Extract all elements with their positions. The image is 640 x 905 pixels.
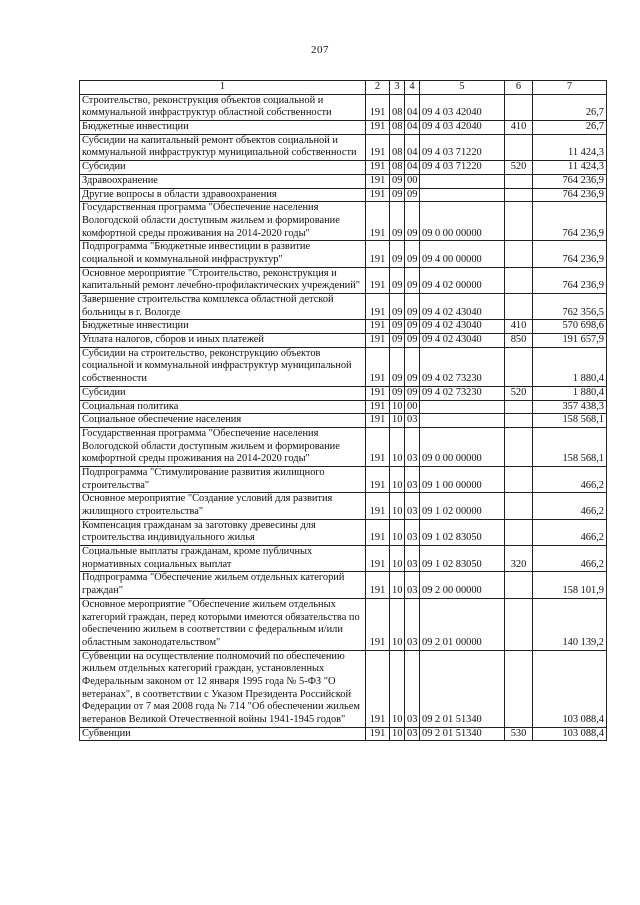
table-row — [80, 727, 607, 741]
admin-code: 191 — [366, 598, 390, 650]
admin-code: 191 — [366, 134, 390, 160]
table-row — [80, 546, 607, 572]
amount: 26,7 — [533, 94, 607, 120]
subsection-code: 09 — [405, 334, 420, 348]
amount: 466,2 — [533, 466, 607, 492]
row-name: Субсидии — [80, 386, 366, 400]
table-row — [80, 400, 607, 414]
target-article: 09 2 01 51340 — [420, 650, 505, 727]
subsection-code: 09 — [405, 386, 420, 400]
table-row — [80, 121, 607, 135]
table-row — [80, 519, 607, 545]
expense-type — [505, 347, 533, 386]
amount: 11 424,3 — [533, 161, 607, 175]
section-code: 10 — [390, 598, 405, 650]
subsection-code: 09 — [405, 241, 420, 267]
table-row — [80, 598, 607, 650]
subsection-code: 03 — [405, 727, 420, 741]
amount: 466,2 — [533, 519, 607, 545]
table-row — [80, 94, 607, 120]
target-article: 09 1 00 00000 — [420, 466, 505, 492]
admin-code: 191 — [366, 572, 390, 598]
target-article: 09 2 00 00000 — [420, 572, 505, 598]
column-header: 3 — [390, 81, 405, 95]
section-code: 10 — [390, 414, 405, 428]
row-name: Подпрограмма "Бюджетные инвестиции в развитие социальной и коммунальной инфраструктур" — [80, 241, 366, 267]
row-name: Уплата налогов, сборов и иных платежей — [80, 334, 366, 348]
amount: 1 880,4 — [533, 347, 607, 386]
target-article: 09 4 03 71220 — [420, 161, 505, 175]
expense-type — [505, 414, 533, 428]
page-number: 207 — [311, 44, 329, 56]
target-article: 09 4 03 42040 — [420, 121, 505, 135]
expense-type — [505, 519, 533, 545]
amount: 140 139,2 — [533, 598, 607, 650]
subsection-code: 04 — [405, 94, 420, 120]
target-article: 09 1 02 00000 — [420, 493, 505, 519]
section-code: 09 — [390, 202, 405, 241]
subsection-code: 04 — [405, 161, 420, 175]
section-code: 09 — [390, 347, 405, 386]
expense-type — [505, 598, 533, 650]
amount: 103 088,4 — [533, 650, 607, 727]
section-code: 08 — [390, 94, 405, 120]
section-code: 10 — [390, 572, 405, 598]
amount: 466,2 — [533, 546, 607, 572]
column-header: 2 — [366, 81, 390, 95]
table-row — [80, 241, 607, 267]
section-code: 10 — [390, 546, 405, 572]
expense-type — [505, 188, 533, 202]
expense-type: 410 — [505, 121, 533, 135]
admin-code: 191 — [366, 414, 390, 428]
section-code: 10 — [390, 493, 405, 519]
target-article: 09 4 02 00000 — [420, 267, 505, 293]
column-header: 7 — [533, 81, 607, 95]
table-row — [80, 466, 607, 492]
amount: 764 236,9 — [533, 188, 607, 202]
table-row — [80, 347, 607, 386]
subsection-code: 03 — [405, 650, 420, 727]
expense-type: 850 — [505, 334, 533, 348]
row-name: Субсидии на капитальный ремонт объектов социальной и коммунальной инфраструктур муниципальной собственности — [80, 134, 366, 160]
section-code: 08 — [390, 134, 405, 160]
subsection-code: 03 — [405, 572, 420, 598]
admin-code: 191 — [366, 121, 390, 135]
admin-code: 191 — [366, 650, 390, 727]
admin-code: 191 — [366, 519, 390, 545]
amount: 466,2 — [533, 493, 607, 519]
subsection-code: 09 — [405, 320, 420, 334]
subsection-code: 03 — [405, 546, 420, 572]
row-name: Завершение строительства комплекса областной детской больницы в г. Вологде — [80, 294, 366, 320]
table-row — [80, 650, 607, 727]
target-article: 09 4 02 73230 — [420, 347, 505, 386]
table-row — [80, 386, 607, 400]
subsection-code: 03 — [405, 493, 420, 519]
target-article: 09 4 03 42040 — [420, 94, 505, 120]
section-code: 10 — [390, 727, 405, 741]
expense-type — [505, 466, 533, 492]
section-code: 10 — [390, 400, 405, 414]
subsection-code: 09 — [405, 202, 420, 241]
budget-table — [79, 80, 607, 741]
expense-type: 320 — [505, 546, 533, 572]
admin-code: 191 — [366, 174, 390, 188]
section-code: 09 — [390, 334, 405, 348]
expense-type — [505, 134, 533, 160]
admin-code: 191 — [366, 267, 390, 293]
table-row — [80, 414, 607, 428]
table-row — [80, 134, 607, 160]
admin-code: 191 — [366, 94, 390, 120]
admin-code: 191 — [366, 427, 390, 466]
section-code: 10 — [390, 519, 405, 545]
table-row — [80, 188, 607, 202]
section-code: 09 — [390, 294, 405, 320]
column-header: 1 — [80, 81, 366, 95]
row-name: Государственная программа "Обеспечение населения Вологодской области доступным жильем и формирование комфортной среды проживания на 2014-2020 годы" — [80, 427, 366, 466]
subsection-code: 03 — [405, 598, 420, 650]
expense-type — [505, 174, 533, 188]
expense-type — [505, 572, 533, 598]
table-row — [80, 161, 607, 175]
amount: 103 088,4 — [533, 727, 607, 741]
admin-code: 191 — [366, 334, 390, 348]
target-article — [420, 188, 505, 202]
section-code: 10 — [390, 466, 405, 492]
target-article — [420, 414, 505, 428]
admin-code: 191 — [366, 161, 390, 175]
amount: 158 101,9 — [533, 572, 607, 598]
amount: 570 698,6 — [533, 320, 607, 334]
expense-type — [505, 294, 533, 320]
subsection-code: 04 — [405, 134, 420, 160]
row-name: Субвенции на осуществление полномочий по обеспечению жильем отдельных категорий граждан, установленных Федеральным законом от 12 января 1995 года № 5-ФЗ "О ветеранах", в соответствии с Указом Президента Российской Федерации от 7 мая 2008 года № 714 "Об обеспечении жильем ветеранов Великой Отечественной войны 1941-1945 годов" — [80, 650, 366, 727]
admin-code: 191 — [366, 386, 390, 400]
target-article — [420, 400, 505, 414]
subsection-code: 00 — [405, 174, 420, 188]
expense-type — [505, 427, 533, 466]
target-article: 09 2 01 00000 — [420, 598, 505, 650]
amount: 764 236,9 — [533, 202, 607, 241]
admin-code: 191 — [366, 241, 390, 267]
table-row — [80, 427, 607, 466]
admin-code: 191 — [366, 294, 390, 320]
expense-type — [505, 241, 533, 267]
amount: 191 657,9 — [533, 334, 607, 348]
subsection-code: 09 — [405, 267, 420, 293]
amount: 764 236,9 — [533, 174, 607, 188]
row-name: Основное мероприятие "Создание условий для развития жилищного строительства" — [80, 493, 366, 519]
admin-code: 191 — [366, 546, 390, 572]
row-name: Подпрограмма "Стимулирование развития жилищного строительства" — [80, 466, 366, 492]
section-code: 08 — [390, 121, 405, 135]
row-name: Социальное обеспечение населения — [80, 414, 366, 428]
column-header: 5 — [420, 81, 505, 95]
subsection-code: 03 — [405, 466, 420, 492]
section-code: 10 — [390, 650, 405, 727]
subsection-code: 00 — [405, 400, 420, 414]
row-name: Основное мероприятие "Строительство, реконструкция и капитальный ремонт лечебно-профилактических учреждений" — [80, 267, 366, 293]
row-name: Здравоохранение — [80, 174, 366, 188]
row-name: Субсидии на строительство, реконструкцию объектов социальной и коммунальной инфраструктур муниципальной собственности — [80, 347, 366, 386]
expense-type: 530 — [505, 727, 533, 741]
target-article: 09 4 02 43040 — [420, 320, 505, 334]
subsection-code: 03 — [405, 427, 420, 466]
expense-type — [505, 267, 533, 293]
admin-code: 191 — [366, 727, 390, 741]
row-name: Бюджетные инвестиции — [80, 320, 366, 334]
table-row — [80, 174, 607, 188]
row-name: Социальные выплаты гражданам, кроме публичных нормативных социальных выплат — [80, 546, 366, 572]
subsection-code: 04 — [405, 121, 420, 135]
subsection-code: 09 — [405, 294, 420, 320]
admin-code: 191 — [366, 400, 390, 414]
expense-type — [505, 94, 533, 120]
row-name: Строительство, реконструкция объектов социальной и коммунальной инфраструктур областной собственности — [80, 94, 366, 120]
expense-type — [505, 202, 533, 241]
table-row — [80, 294, 607, 320]
admin-code: 191 — [366, 466, 390, 492]
row-name: Субвенции — [80, 727, 366, 741]
subsection-code: 09 — [405, 347, 420, 386]
admin-code: 191 — [366, 347, 390, 386]
section-code: 08 — [390, 161, 405, 175]
target-article — [420, 174, 505, 188]
target-article: 09 1 02 83050 — [420, 519, 505, 545]
target-article: 09 0 00 00000 — [420, 202, 505, 241]
target-article: 09 4 02 43040 — [420, 294, 505, 320]
expense-type: 520 — [505, 161, 533, 175]
admin-code: 191 — [366, 188, 390, 202]
section-code: 09 — [390, 174, 405, 188]
target-article: 09 2 01 51340 — [420, 727, 505, 741]
admin-code: 191 — [366, 202, 390, 241]
table-row — [80, 320, 607, 334]
row-name: Бюджетные инвестиции — [80, 121, 366, 135]
expense-type — [505, 400, 533, 414]
amount: 158 568,1 — [533, 427, 607, 466]
table-row — [80, 572, 607, 598]
section-code: 09 — [390, 188, 405, 202]
amount: 1 880,4 — [533, 386, 607, 400]
table-row — [80, 493, 607, 519]
expense-type — [505, 493, 533, 519]
column-header: 4 — [405, 81, 420, 95]
section-code: 09 — [390, 267, 405, 293]
admin-code: 191 — [366, 320, 390, 334]
table-body — [80, 94, 607, 741]
target-article: 09 4 00 00000 — [420, 241, 505, 267]
admin-code: 191 — [366, 493, 390, 519]
section-code: 09 — [390, 241, 405, 267]
row-name: Компенсация гражданам за заготовку древесины для строительства индивидуального жилья — [80, 519, 366, 545]
amount: 357 438,3 — [533, 400, 607, 414]
row-name: Социальная политика — [80, 400, 366, 414]
section-code: 10 — [390, 427, 405, 466]
row-name: Подпрограмма "Обеспечение жильем отдельных категорий граждан" — [80, 572, 366, 598]
section-code: 09 — [390, 320, 405, 334]
target-article: 09 0 00 00000 — [420, 427, 505, 466]
section-code: 09 — [390, 386, 405, 400]
amount: 158 568,1 — [533, 414, 607, 428]
amount: 764 236,9 — [533, 241, 607, 267]
subsection-code: 03 — [405, 414, 420, 428]
amount: 764 236,9 — [533, 267, 607, 293]
table-row — [80, 267, 607, 293]
header-row — [80, 81, 607, 95]
amount: 762 356,5 — [533, 294, 607, 320]
subsection-code: 09 — [405, 188, 420, 202]
table-row — [80, 334, 607, 348]
row-name: Другие вопросы в области здравоохранения — [80, 188, 366, 202]
target-article: 09 4 02 43040 — [420, 334, 505, 348]
target-article: 09 4 03 71220 — [420, 134, 505, 160]
row-name: Субсидии — [80, 161, 366, 175]
amount: 26,7 — [533, 121, 607, 135]
expense-type: 520 — [505, 386, 533, 400]
row-name: Основное мероприятие "Обеспечение жильем отдельных категорий граждан, перед которыми имеются обязательства по обеспечению жильем в соответствии с федеральным и/или областным законодательством" — [80, 598, 366, 650]
amount: 11 424,3 — [533, 134, 607, 160]
subsection-code: 03 — [405, 519, 420, 545]
expense-type — [505, 650, 533, 727]
target-article: 09 1 02 83050 — [420, 546, 505, 572]
expense-type: 410 — [505, 320, 533, 334]
column-header: 6 — [505, 81, 533, 95]
table-row — [80, 202, 607, 241]
target-article: 09 4 02 73230 — [420, 386, 505, 400]
row-name: Государственная программа "Обеспечение населения Вологодской области доступным жильем и формирование комфортной среды проживания на 2014-2020 годы" — [80, 202, 366, 241]
